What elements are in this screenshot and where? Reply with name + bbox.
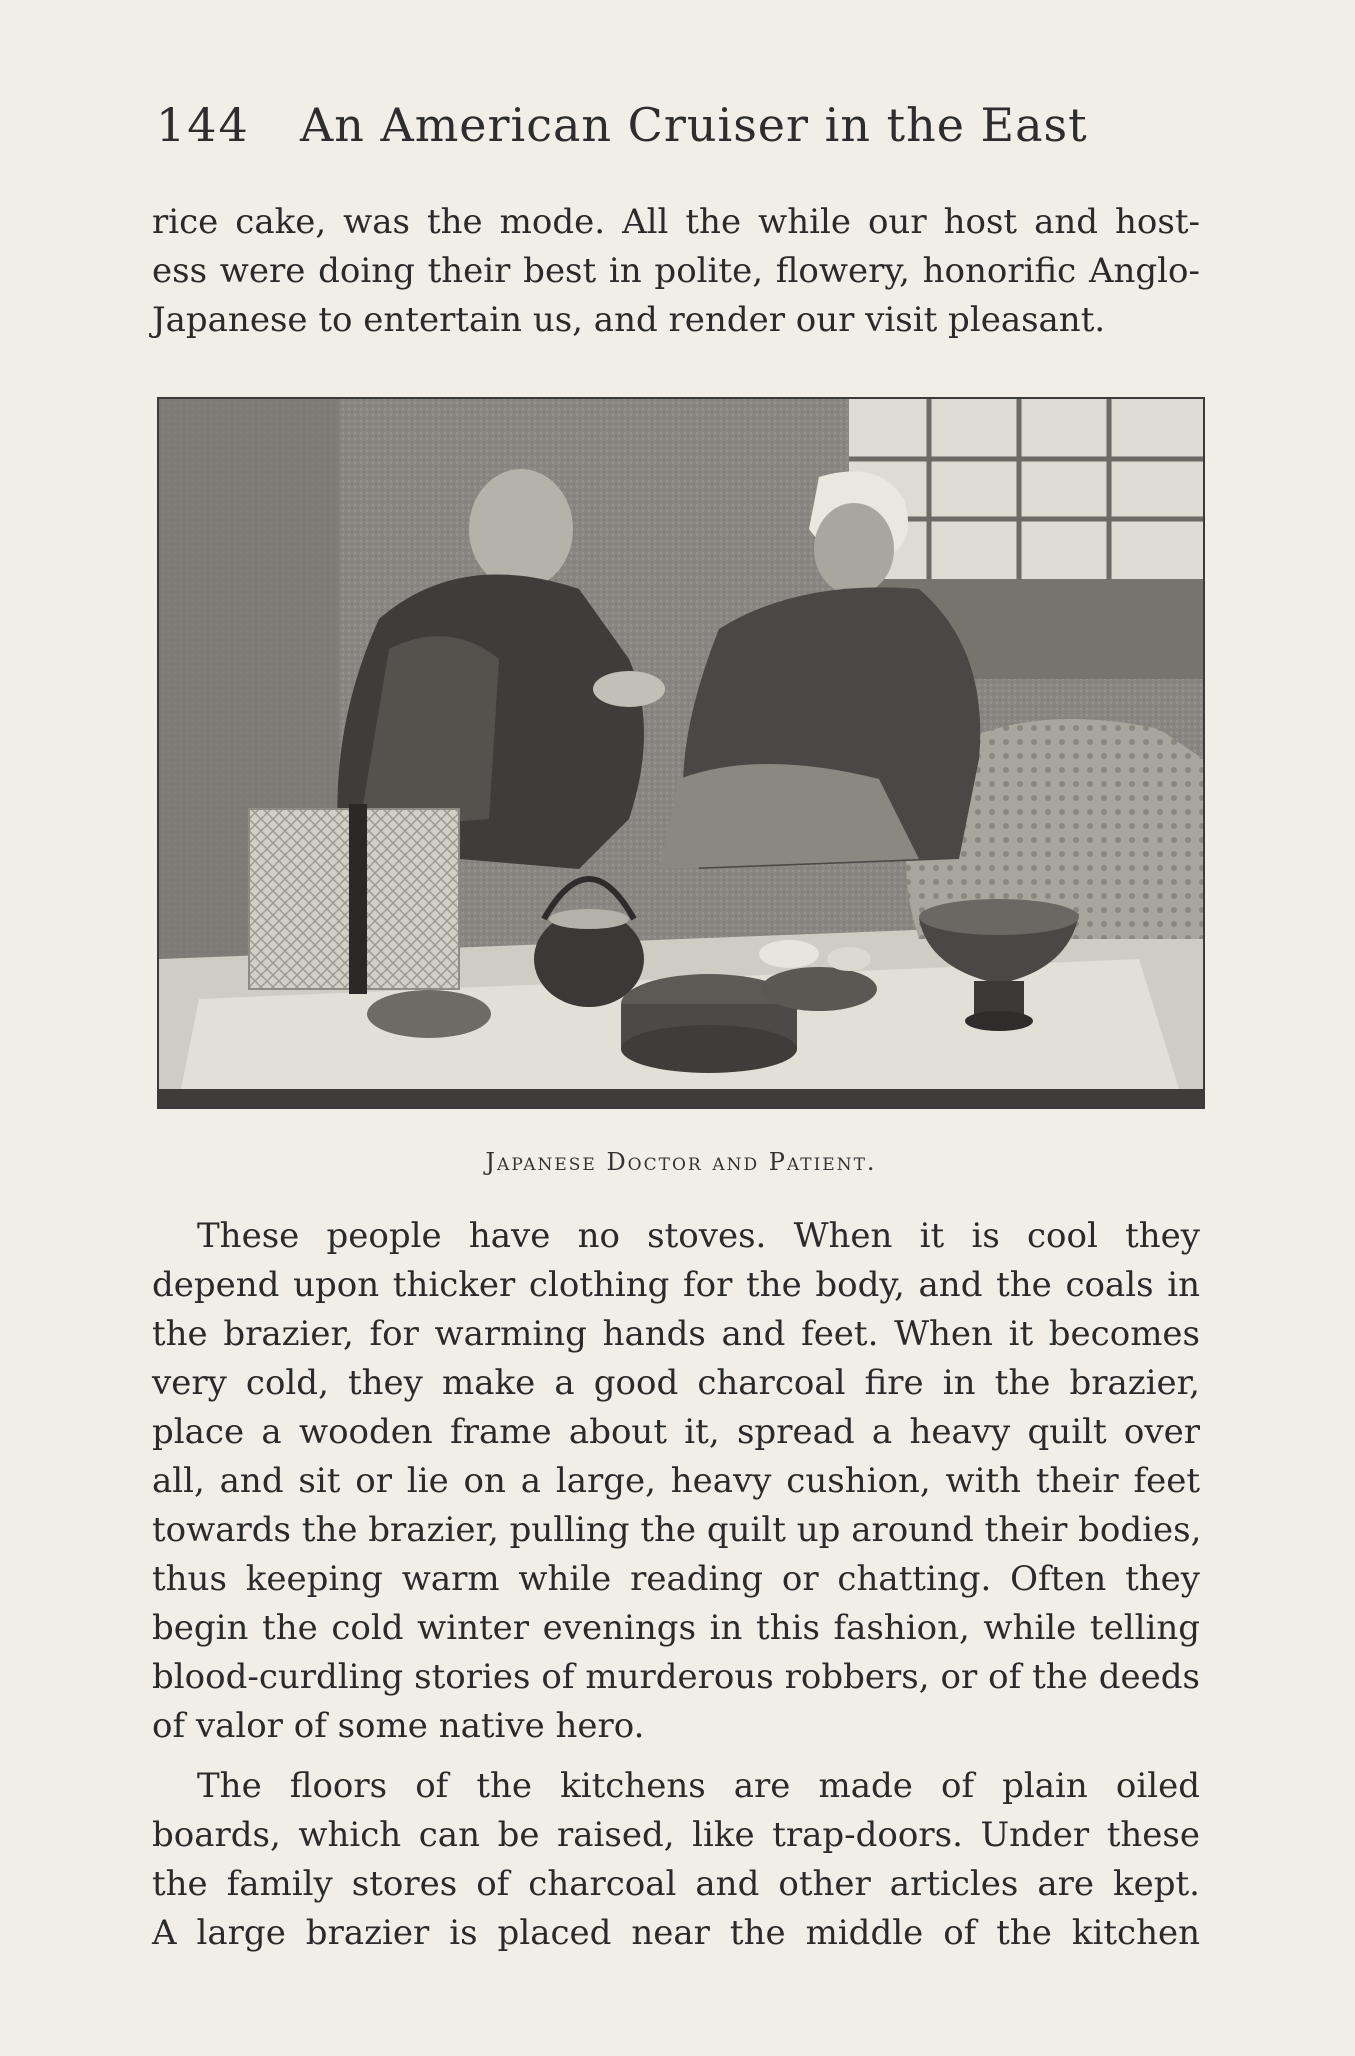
text-line: These people have no stoves. When it is cool they (197, 1216, 1200, 1256)
clasped-hands (593, 671, 665, 707)
text-line: thus keeping warm while reading or chatting. Often they (152, 1559, 1200, 1599)
top-paragraph (152, 198, 1200, 345)
rice-cake-plate (759, 940, 877, 1011)
running-title: An American Cruiser in the East (300, 98, 1088, 152)
running-head (156, 98, 1201, 168)
text-line: rice cake, was the mode. All the while our host and host- (152, 202, 1200, 242)
text-line: The floors of the kitchens are made of plain oiled (197, 1766, 1200, 1806)
text-line: Japanese to entertain us, and render our visit pleasant. (152, 300, 1106, 340)
text-line: towards the brazier, pulling the quilt up around their bodies, (152, 1510, 1202, 1550)
mat-edge (159, 1089, 1203, 1107)
photograph-doctor-and-patient (157, 397, 1205, 1109)
text-line: all, and sit or lie on a large, heavy cushion, with their feet (152, 1461, 1200, 1501)
small-dish (367, 990, 491, 1038)
text-line: boards, which can be raised, like trap-doors. Under these (152, 1815, 1200, 1855)
box-strap (349, 804, 367, 994)
text-line: depend upon thicker clothing for the body, and the coals in (152, 1265, 1200, 1305)
figure-caption: Japanese Doctor and Patient. (485, 1148, 877, 1176)
text-line: the brazier, for warming hands and feet. When it becomes (152, 1314, 1200, 1354)
paragraph-kitchens (152, 1762, 1200, 1958)
text-line: A large brazier is placed near the middle of the kitchen (152, 1913, 1200, 1953)
text-line: begin the cold winter evenings in this fashion, while telling (152, 1608, 1200, 1648)
text-line: of valor of some native hero. (152, 1706, 645, 1746)
text-line: ess were doing their best in polite, flowery, honorific Anglo- (152, 251, 1200, 291)
text-line: the family stores of charcoal and other articles are kept. (152, 1864, 1200, 1904)
text-line: blood-curdling stories of murderous robbers, or of the deeds (152, 1657, 1200, 1697)
paragraph-stoves (152, 1212, 1200, 1751)
text-line: place a wooden frame about it, spread a heavy quilt over (152, 1412, 1200, 1452)
text-line: very cold, they make a good charcoal fire in the brazier, (152, 1363, 1200, 1403)
photograph-illustration (159, 399, 1203, 1107)
page-number: 144 (156, 98, 250, 152)
